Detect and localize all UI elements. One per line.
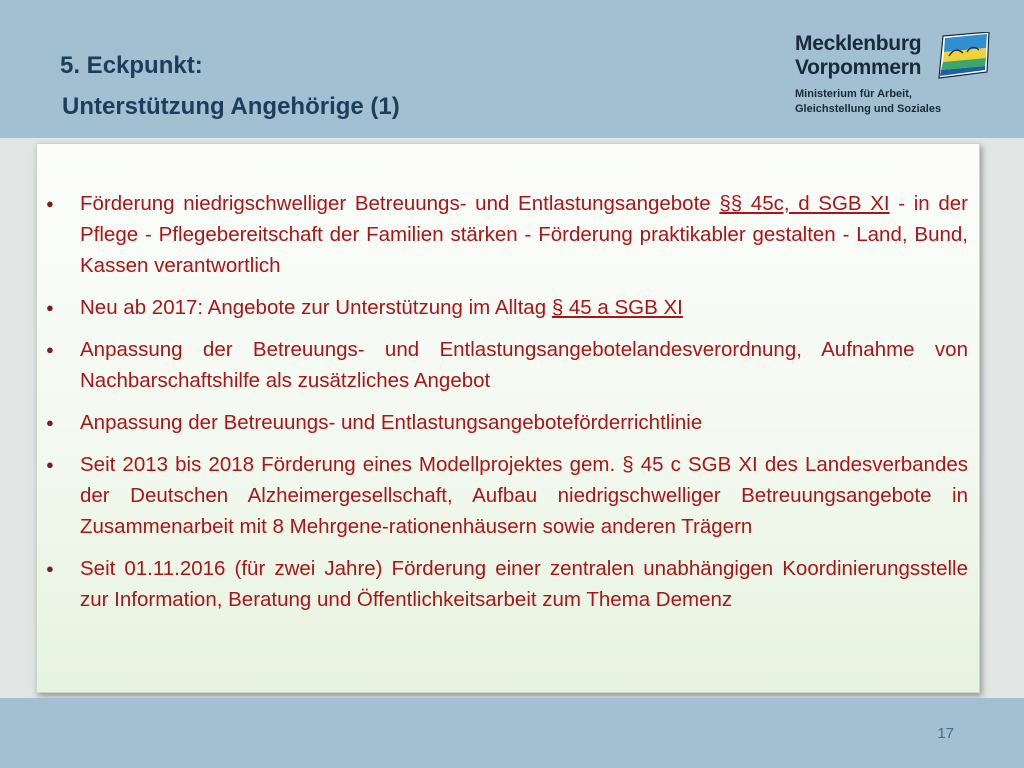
bullet-text: Förderung niedrigschwelliger Betreuungs- und Entlastungsangebote	[80, 192, 720, 215]
logo-subtitle-line2: Gleichstellung und Soziales	[795, 103, 942, 115]
bullet-text: Seit 01.11.2016 (für zwei Jahre) Förderung einer zentralen unabhängigen Koordinierungsstelle zur Information, Beratung und Öffentlichkeitsarbeit zum Thema Demenz	[80, 557, 968, 611]
bullet-text: - in der Pflege - Pflegebereitschaft der Familien stärken - Förderung praktikabler gestalten - Land, Bund, Kassen verantwortlich	[80, 192, 969, 277]
bullet-dot-icon: ●	[46, 300, 54, 315]
bullet-text: Seit 2013 bis 2018 Förderung eines Modellprojektes gem. § 45 c SGB XI des Landesverbandes der Deutschen Alzheimergesellschaft, Aufbau niedrigschwelliger Betreuungsangebote in Zusammenarbeit mit 8 Mehrgene-rationenhäusern sowie anderen Trägern	[80, 453, 968, 538]
bullet-dot-icon: ●	[46, 415, 54, 430]
legal-reference-link[interactable]: §§ 45c, d SGB XI	[719, 192, 890, 215]
bullet-text: Anpassung der Betreuungs- und Entlastungsangeboteförderrichtlinie	[80, 411, 703, 434]
bullet-item	[46, 292, 968, 323]
logo-name-line1: Mecklenburg	[795, 32, 922, 55]
bullet-text: Neu ab 2017: Angebote zur Unterstützung im Alltag	[80, 296, 552, 319]
bullet-item	[46, 553, 968, 615]
bullet-item	[46, 334, 968, 396]
bullet-item	[46, 407, 968, 438]
bullet-item	[46, 188, 969, 281]
slide-subtitle: Unterstützung Angehörige (1)	[62, 93, 400, 120]
logo-subtitle-line1: Ministerium für Arbeit,	[795, 88, 912, 100]
page-number: 17	[937, 725, 954, 742]
bullet-text: Anpassung der Betreuungs- und Entlastungsangebotelandesverordnung, Aufnahme von Nachbarschaftshilfe als zusätzliches Angebot	[80, 338, 968, 392]
bullet-dot-icon: ●	[46, 342, 54, 357]
legal-reference-link[interactable]: § 45 a SGB XI	[551, 296, 683, 319]
logo-name-line2: Vorpommern	[795, 56, 922, 79]
bullet-dot-icon: ●	[46, 196, 54, 211]
bullet-dot-icon: ●	[46, 561, 54, 576]
ministry-logo	[795, 30, 1005, 122]
bullet-dot-icon: ●	[46, 457, 54, 472]
content-box	[36, 143, 980, 693]
landscape-emblem-icon	[937, 32, 993, 80]
slide-header	[0, 0, 1024, 138]
bullet-list	[46, 188, 969, 626]
slide-footer	[0, 698, 1024, 768]
slide-title: 5. Eckpunkt:	[60, 52, 203, 79]
bullet-item	[46, 449, 968, 542]
